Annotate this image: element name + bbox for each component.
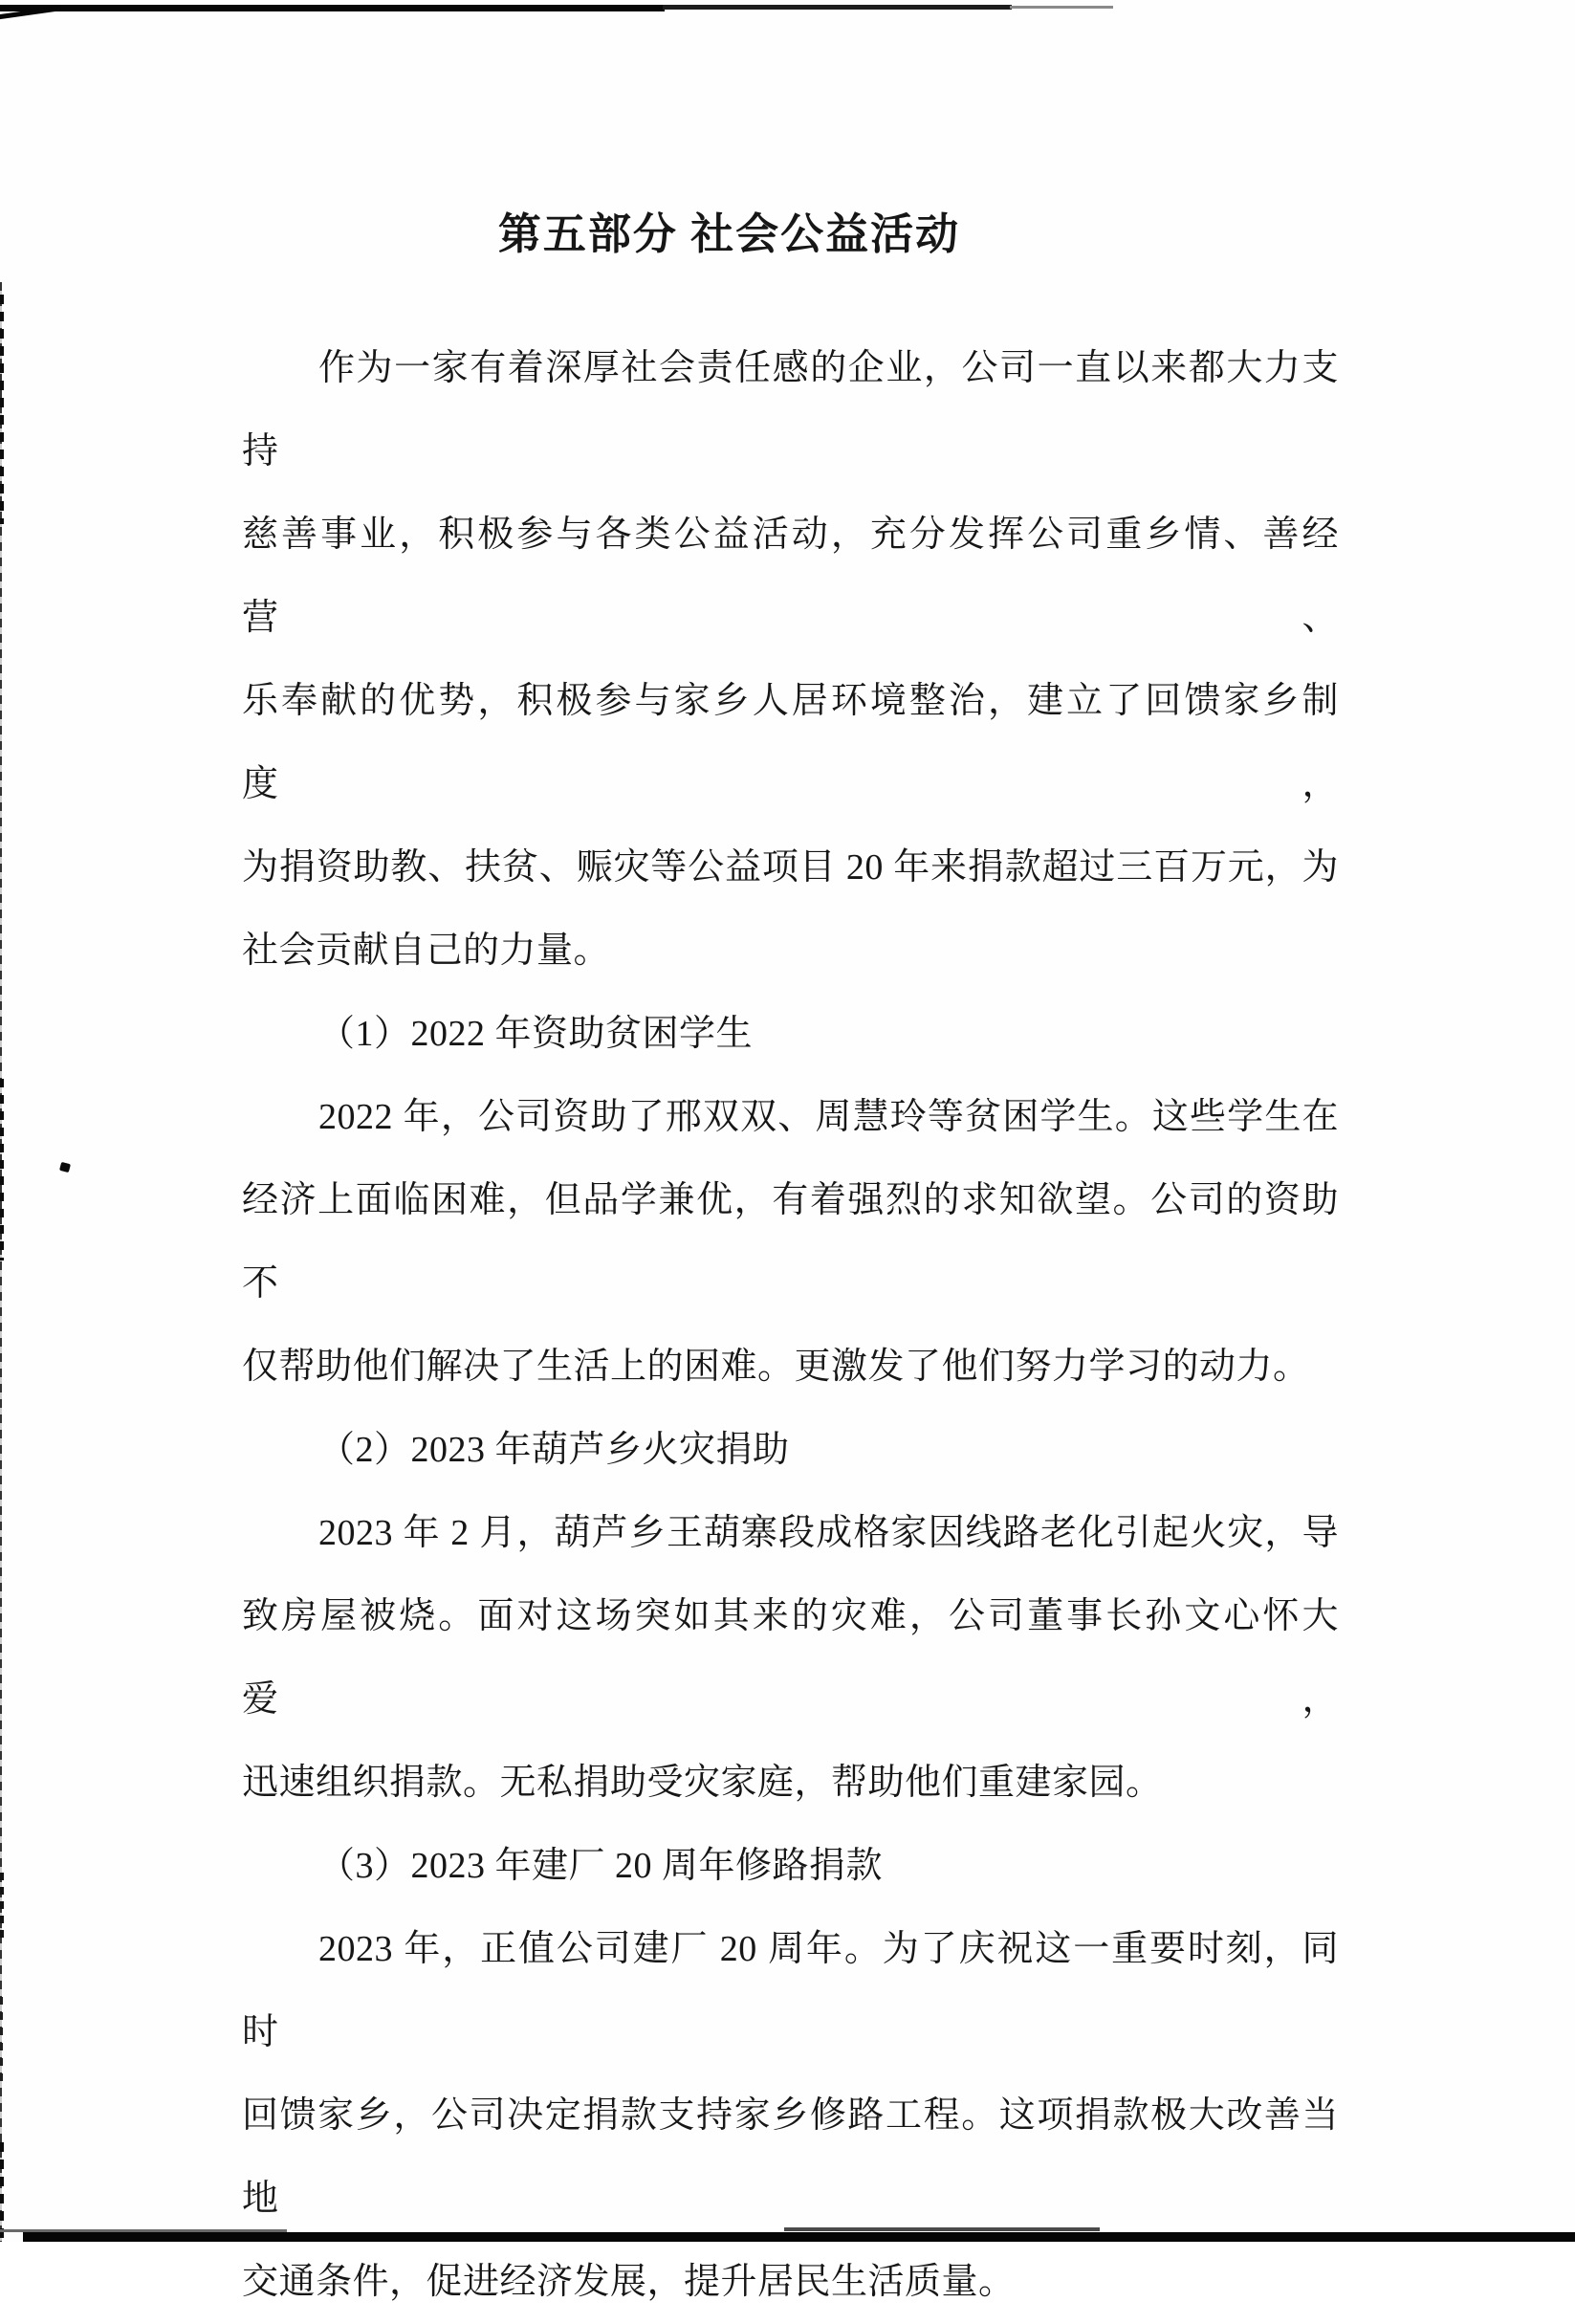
scan-artifact-left-marks-1	[0, 295, 4, 524]
scan-artifact-left-edge-line	[0, 282, 2, 2242]
text-line: 作为一家有着深厚社会责任感的企业，公司一直以来都大力支持	[242, 348, 1339, 471]
scan-artifact-left-marks-4	[0, 1997, 3, 2083]
document-body	[242, 327, 1339, 2324]
section-title: 第五部分 社会公益活动	[497, 210, 961, 258]
text-line: 社会贡献自己的力量。	[242, 931, 611, 971]
text-line: 仅帮助他们解决了生活上的困难。更激发了他们努力学习的动力。	[242, 1347, 1310, 1387]
text-line: 2022 年，公司资助了邢双双、周慧玲等贫困学生。这些学生在	[318, 1097, 1339, 1137]
scan-artifact-left-marks-2	[0, 1079, 4, 1261]
subsection-heading: （1）2022 年资助贫困学生	[318, 1014, 754, 1054]
scan-artifact-top-edge-fade	[1010, 6, 1113, 9]
subsection-heading: （3）2023 年建厂 20 周年修路捐款	[318, 1846, 884, 1886]
text-line: 2023 年 2 月，葫芦乡王葫寨段成格家因线路老化引起火灾，导	[318, 1513, 1339, 1553]
text-line: 迅速组织捐款。无私捐助受灾家庭，帮助他们重建家园。	[242, 1763, 1163, 1803]
subsection-heading: （2）2023 年葫芦乡火灾捐助	[318, 1430, 790, 1470]
scan-artifact-left-marks-5	[0, 2142, 4, 2242]
text-line: 交通条件，促进经济发展，提升居民生活质量。	[242, 2262, 1016, 2302]
text-line: 致房屋被烧。面对这场突如其来的灾难，公司董事长孙文心怀大爱，	[242, 1596, 1339, 1720]
text-line: 为捐资助教、扶贫、赈灾等公益项目 20 年来捐款超过三百万元，为	[242, 847, 1339, 888]
text-line: 慈善事业，积极参与各类公益活动，充分发挥公司重乡情、善经营、	[242, 515, 1339, 638]
scan-artifact-top-edge	[0, 5, 665, 11]
scan-artifact-top-left-wedge	[0, 6, 61, 20]
scan-artifact-left-marks-3	[0, 1873, 4, 1940]
text-line: 经济上面临困难，但品学兼优，有着强烈的求知欲望。公司的资助不	[242, 1180, 1339, 1304]
scan-artifact-ink-dot	[59, 1162, 71, 1173]
scan-artifact-top-edge-mid	[663, 5, 1012, 10]
text-line: 回馈家乡，公司决定捐款支持家乡修路工程。这项捐款极大改善当地	[242, 2095, 1339, 2219]
text-line: 2023 年，正值公司建厂 20 周年。为了庆祝这一重要时刻，同时	[242, 1929, 1339, 2052]
text-line: 乐奉献的优势，积极参与家乡人居环境整治，建立了回馈家乡制度，	[242, 681, 1339, 804]
